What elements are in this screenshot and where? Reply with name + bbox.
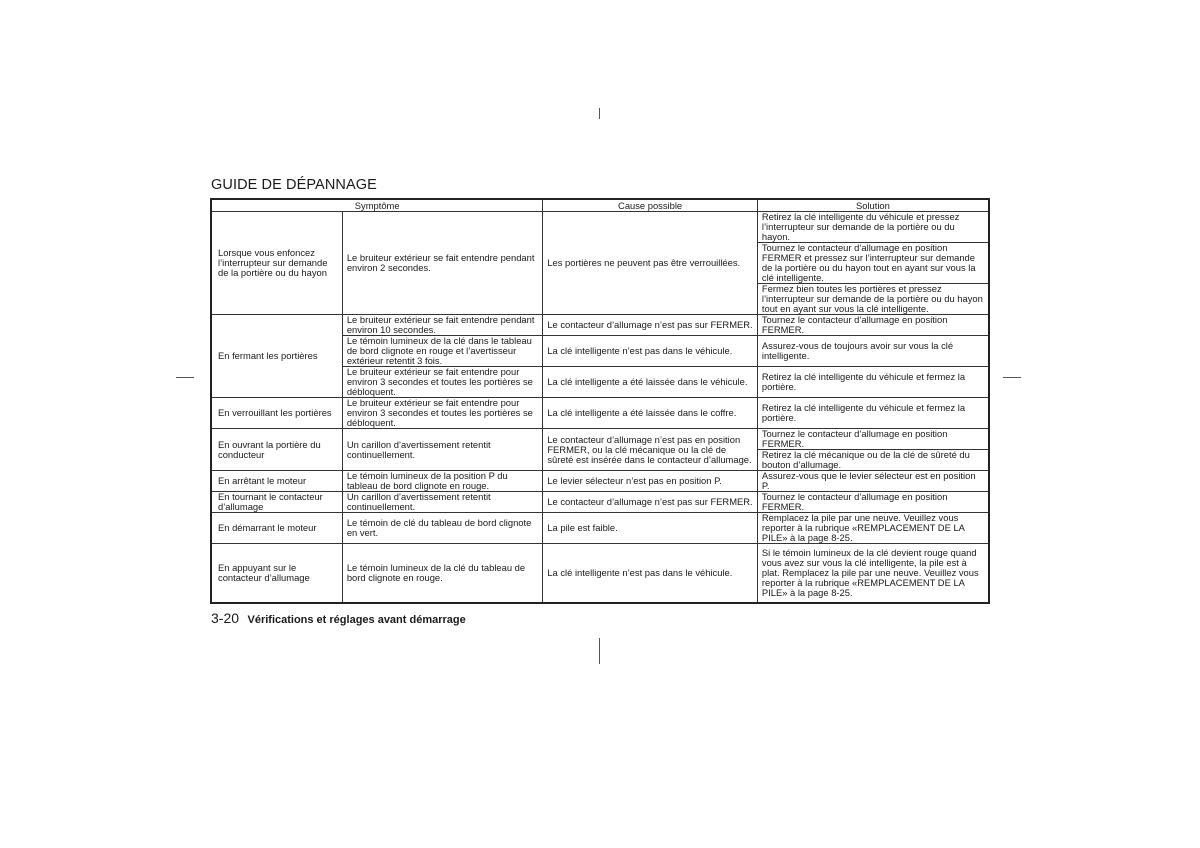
solution-cell: Tournez le contacteur d’allumage en position FERMER. bbox=[757, 315, 989, 336]
header-cause: Cause possible bbox=[543, 199, 758, 212]
solution-cell: Assurez-vous de toujours avoir sur vous la clé intelligente. bbox=[757, 336, 989, 367]
symptom-cell: En appuyant sur le contacteur d’allumage bbox=[211, 544, 342, 603]
symptom-cell: Lorsque vous enfoncez l’interrupteur sur demande de la portière ou du hayon bbox=[211, 212, 342, 315]
troubleshooting-table bbox=[210, 198, 990, 604]
solution-cell: Retirez la clé mécanique ou de la clé de sûreté du bouton d’allumage. bbox=[757, 450, 989, 471]
solution-cell: Tournez le contacteur d’allumage en position FERMER. bbox=[757, 492, 989, 513]
symptom-cell: En arrêtant le moteur bbox=[211, 471, 342, 492]
page-footer bbox=[211, 610, 466, 628]
solution-cell: Fermez bien toutes les portières et pressez l’interrupteur sur demande de la portière ou du hayon tout en ayant sur vous la clé intelligente. bbox=[757, 284, 989, 315]
cause-cell: La pile est faible. bbox=[543, 513, 758, 544]
table-body bbox=[211, 212, 989, 603]
solution-cell: Assurez-vous que le levier sélecteur est en position P. bbox=[757, 471, 989, 492]
table-row bbox=[211, 471, 989, 492]
condition-cell: Le témoin lumineux de la position P du tableau de bord clignote en rouge. bbox=[342, 471, 543, 492]
solution-cell: Retirez la clé intelligente du véhicule et fermez la portière. bbox=[757, 398, 989, 429]
crop-mark-left bbox=[176, 377, 194, 378]
table-row bbox=[211, 429, 989, 450]
symptom-cell: En ouvrant la portière du conducteur bbox=[211, 429, 342, 471]
solution-cell: Remplacez la pile par une neuve. Veuillez vous reporter à la rubrique «REMPLACEMENT DE LA PILE» à la page 8-25. bbox=[757, 513, 989, 544]
table-row bbox=[211, 212, 989, 243]
cause-cell: Les portières ne peuvent pas être verrouillées. bbox=[543, 212, 758, 315]
symptom-cell: En fermant les portières bbox=[211, 315, 342, 398]
table-row bbox=[211, 315, 989, 336]
cause-cell: La clé intelligente n’est pas dans le véhicule. bbox=[543, 544, 758, 603]
solution-cell: Tournez le contacteur d’allumage en position FERMER et pressez sur l’interrupteur sur demande de la portière ou du hayon tout en ayant sur vous la clé intelligente. bbox=[757, 243, 989, 284]
table-row bbox=[211, 398, 989, 429]
cause-cell: Le contacteur d’allumage n’est pas sur FERMER. bbox=[543, 315, 758, 336]
crop-mark-bottom bbox=[599, 638, 600, 664]
solution-cell: Retirez la clé intelligente du véhicule et pressez l’interrupteur sur demande de la portière ou du hayon. bbox=[757, 212, 989, 243]
header-symptom: Symptôme bbox=[211, 199, 543, 212]
condition-cell: Un carillon d’avertissement retentit continuellement. bbox=[342, 429, 543, 471]
symptom-cell: En démarrant le moteur bbox=[211, 513, 342, 544]
page-number: 3-20 bbox=[211, 610, 240, 626]
solution-cell: Tournez le contacteur d’allumage en position FERMER. bbox=[757, 429, 989, 450]
table-row bbox=[211, 492, 989, 513]
condition-cell: Un carillon d’avertissement retentit continuellement. bbox=[342, 492, 543, 513]
chapter-title: Vérifications et réglages avant démarrage bbox=[247, 614, 466, 626]
cause-cell: La clé intelligente a été laissée dans le coffre. bbox=[543, 398, 758, 429]
table-row bbox=[211, 513, 989, 544]
table-row bbox=[211, 544, 989, 603]
cause-cell: La clé intelligente n’est pas dans le véhicule. bbox=[543, 336, 758, 367]
crop-mark-right bbox=[1003, 377, 1021, 378]
cause-cell: Le levier sélecteur n’est pas en position P. bbox=[543, 471, 758, 492]
section-title: GUIDE DE DÉPANNAGE bbox=[211, 177, 377, 193]
condition-cell: Le témoin lumineux de la clé du tableau de bord clignote en rouge. bbox=[342, 544, 543, 603]
symptom-cell: En verrouillant les portières bbox=[211, 398, 342, 429]
condition-cell: Le bruiteur extérieur se fait entendre pour environ 3 secondes et toutes les portières se débloquent. bbox=[342, 367, 543, 398]
condition-cell: Le témoin de clé du tableau de bord clignote en vert. bbox=[342, 513, 543, 544]
solution-cell: Retirez la clé intelligente du véhicule et fermez la portière. bbox=[757, 367, 989, 398]
condition-cell: Le bruiteur extérieur se fait entendre pendant environ 2 secondes. bbox=[342, 212, 543, 315]
solution-cell: Si le témoin lumineux de la clé devient rouge quand vous avez sur vous la clé intelligente, la pile est à plat. Remplacez la pile par une neuve. Veuillez vous reporter à la rubrique «REMPLACEMENT DE LA PILE» à la page 8-25. bbox=[757, 544, 989, 603]
condition-cell: Le bruiteur extérieur se fait entendre pour environ 3 secondes et toutes les portières se débloquent. bbox=[342, 398, 543, 429]
cause-cell: Le contacteur d’allumage n’est pas en position FERMER, ou la clé mécanique ou la clé de sûreté est insérée dans le contacteur d’allumage. bbox=[543, 429, 758, 471]
table-header-row bbox=[211, 199, 989, 212]
header-solution: Solution bbox=[757, 199, 989, 212]
cause-cell: Le contacteur d’allumage n’est pas sur FERMER. bbox=[543, 492, 758, 513]
cause-cell: La clé intelligente a été laissée dans le véhicule. bbox=[543, 367, 758, 398]
crop-mark-top bbox=[599, 108, 600, 119]
condition-cell: Le bruiteur extérieur se fait entendre pendant environ 10 secondes. bbox=[342, 315, 543, 336]
symptom-cell: En tournant le contacteur d’allumage bbox=[211, 492, 342, 513]
condition-cell: Le témoin lumineux de la clé dans le tableau de bord clignote en rouge et l’avertisseur extérieur retentit 3 fois. bbox=[342, 336, 543, 367]
